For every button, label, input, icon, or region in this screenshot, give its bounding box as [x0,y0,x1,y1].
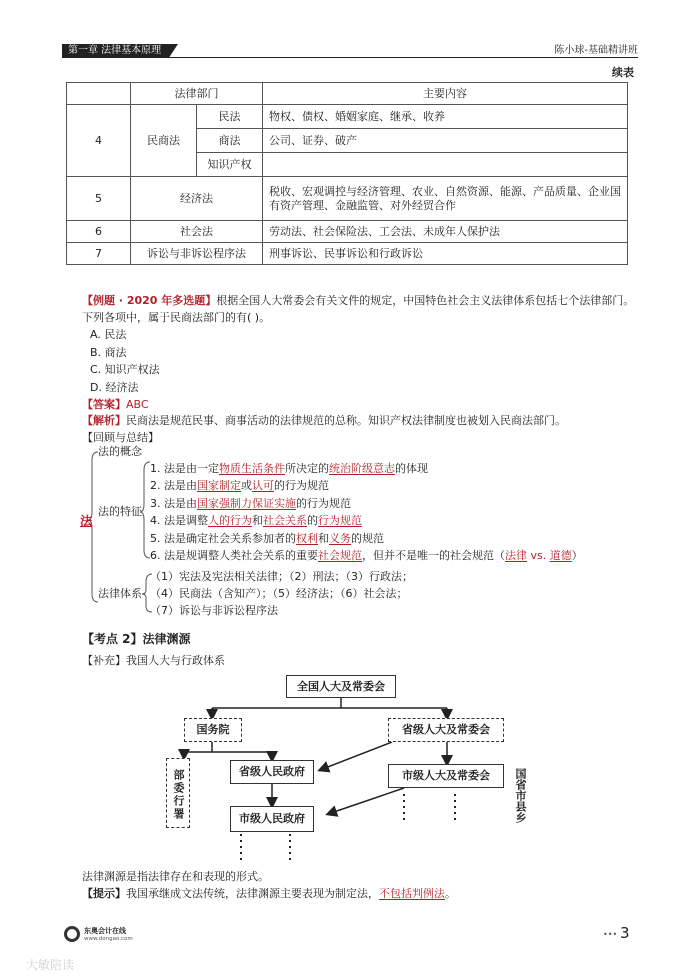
feature-item: 4. 法是调整人的行为和社会关系的行为规范 [150,514,362,528]
system-item: （1）宪法及宪法相关法律；（2）刑法；（3）行政法； [150,570,413,583]
brand-url: www.dongao.com [84,936,133,942]
keyword: 法律 [505,549,527,563]
table-row [67,105,628,129]
dept-cell: 民商法 [131,105,197,177]
content-cell: 物权、债权、婚姻家庭、继承、收养 [263,105,628,129]
root-law-label: 法 [80,514,93,528]
answer-line [82,396,149,413]
ministries-node: 部委行署 [166,758,190,828]
review-title: 【回顾与总结】 [82,431,159,444]
sub-dept-cell: 民法 [197,105,263,129]
keyword: 国家强制力保证实施 [197,496,296,510]
option-item: B. 商法 [90,345,127,359]
page-dots: ••• [603,930,618,939]
content-cell: 刑事诉讼、民事诉讼和行政诉讼 [263,243,628,265]
tip-line: 【提示】我国承继成文法传统，法律渊源主要表现为制定法，不包括判例法。 [82,887,456,900]
features-label: 法的特征 [98,505,142,518]
option-item: A. 民法 [90,328,127,341]
column-header: 主要内容 [263,83,628,105]
row-number: 6 [67,221,131,243]
row-number: 7 [67,243,131,265]
system-item: （4）民商法（含知产）；（5）经济法；（6）社会法； [150,587,408,600]
row-number: 4 [67,105,131,177]
content-cell: 公司、证券、破产 [263,129,628,153]
question-text: 根据全国人大常委会有关文件的规定，中国特色社会主义法律体系包括七个法律部门。下列各项中，属于民商法部门的有( )。 [82,294,635,324]
option-item: D. 经济法 [90,380,139,394]
supplement-tag: 【补充】 [82,654,126,667]
brand-name: 东奥会计在线 [84,927,126,935]
keyword: 社会关系 [263,514,307,528]
system-item: （7）诉讼与非诉讼程序法 [150,604,278,617]
keyword: 社会规范 [318,549,362,563]
supplement-text: 我国人大与行政体系 [126,654,225,667]
table-row [67,243,628,265]
concept-label: 法的概念 [98,445,142,458]
keyword: 道德 [549,549,572,563]
definition-text: 法律渊源是指法律存在和表现的形式。 [82,870,269,883]
city-congress-node: 市级人大及常委会 [388,764,504,788]
watermark: 大敏陪读 [26,958,75,972]
keyword: 物质生活条件 [219,462,285,475]
npc-node: 全国人大及常委会 [286,675,396,698]
row-number: 5 [67,177,131,221]
chapter-title: 第一章 法律基本原理 [68,45,162,56]
table-header-row [67,83,628,105]
table-row [67,177,628,221]
keyword: 国家制定 [197,479,241,493]
analysis-line [82,412,566,429]
keyword: 认可 [252,479,274,493]
content-cell [263,153,628,177]
answer-tag: 【答案】 [82,398,126,411]
column-header: 法律部门 [131,83,263,105]
keyword: 统治阶级意志 [329,462,395,475]
example-tag: 【例题 · 2020 年多选题】 [82,294,217,307]
analysis-tag: 【解析】 [82,414,126,427]
city-gov-node: 市级人民政府 [230,806,314,832]
law-department-table [66,82,628,265]
dept-cell: 社会法 [131,221,263,243]
keyword: 行为规范 [318,514,362,528]
section-title: 【考点 2】法律渊源 [82,632,191,646]
dept-cell: 诉讼与非诉讼程序法 [131,243,263,265]
content-cell: 税收、宏观调控与经济管理、农业、自然资源、能源、产品质量、企业国有资产管理、金融监管、对外经贸合作 [263,177,628,221]
answer-value: ABC [126,398,149,411]
continued-label: 续表 [612,66,634,79]
supplement-line [82,652,225,668]
keyword: 人的行为 [208,514,252,528]
tip-text: 我国承继成文法传统，法律渊源主要表现为制定法， [126,887,379,900]
prov-congress-node: 省级人大及常委会 [388,718,504,742]
tip-keyword: 不包括判例法 [379,887,445,900]
page-number: 3 [620,924,630,942]
sub-dept-cell: 知识产权 [197,153,263,177]
feature-item: 2. 法是由国家制定或认可的行为规范 [150,479,329,493]
example-question [82,292,638,326]
course-title: 陈小球-基础精讲班 [554,45,638,56]
feature-item: 5. 法是确定社会关系参加者的权利和义务的规范 [150,531,384,545]
table-row [67,221,628,243]
option-item: C. 知识产权法 [90,363,160,376]
keyword: 权利 [296,531,318,545]
keyword: 义务 [329,531,351,545]
options-list [90,326,160,396]
feature-item: 1. 法是由一定物质生活条件所决定的统治阶级意志的体现 [150,462,428,475]
prov-gov-node: 省级人民政府 [230,760,314,784]
dept-cell: 经济法 [131,177,263,221]
levels-label: 国省市县乡 [514,768,527,823]
system-label: 法律体系 [98,587,142,600]
analysis-text: 民商法是规范民事、商事活动的法律规范的总称。知识产权法律制度也被划入民商法部门。 [126,414,566,427]
feature-item: 3. 法是由国家强制力保证实施的行为规范 [150,496,351,510]
sub-dept-cell: 商法 [197,129,263,153]
feature-item: 6. 法是规调整人类社会关系的重要社会规范，但并不是唯一的社会规范（法律 vs. 道德） [150,549,583,563]
content-cell: 劳动法、社会保险法、工会法、未成年人保护法 [263,221,628,243]
tip-tag: 【提示】 [82,887,126,900]
brand-logo-icon [64,926,80,942]
system-list [150,568,413,619]
features-list [150,460,583,564]
state-council-node: 国务院 [184,718,242,742]
